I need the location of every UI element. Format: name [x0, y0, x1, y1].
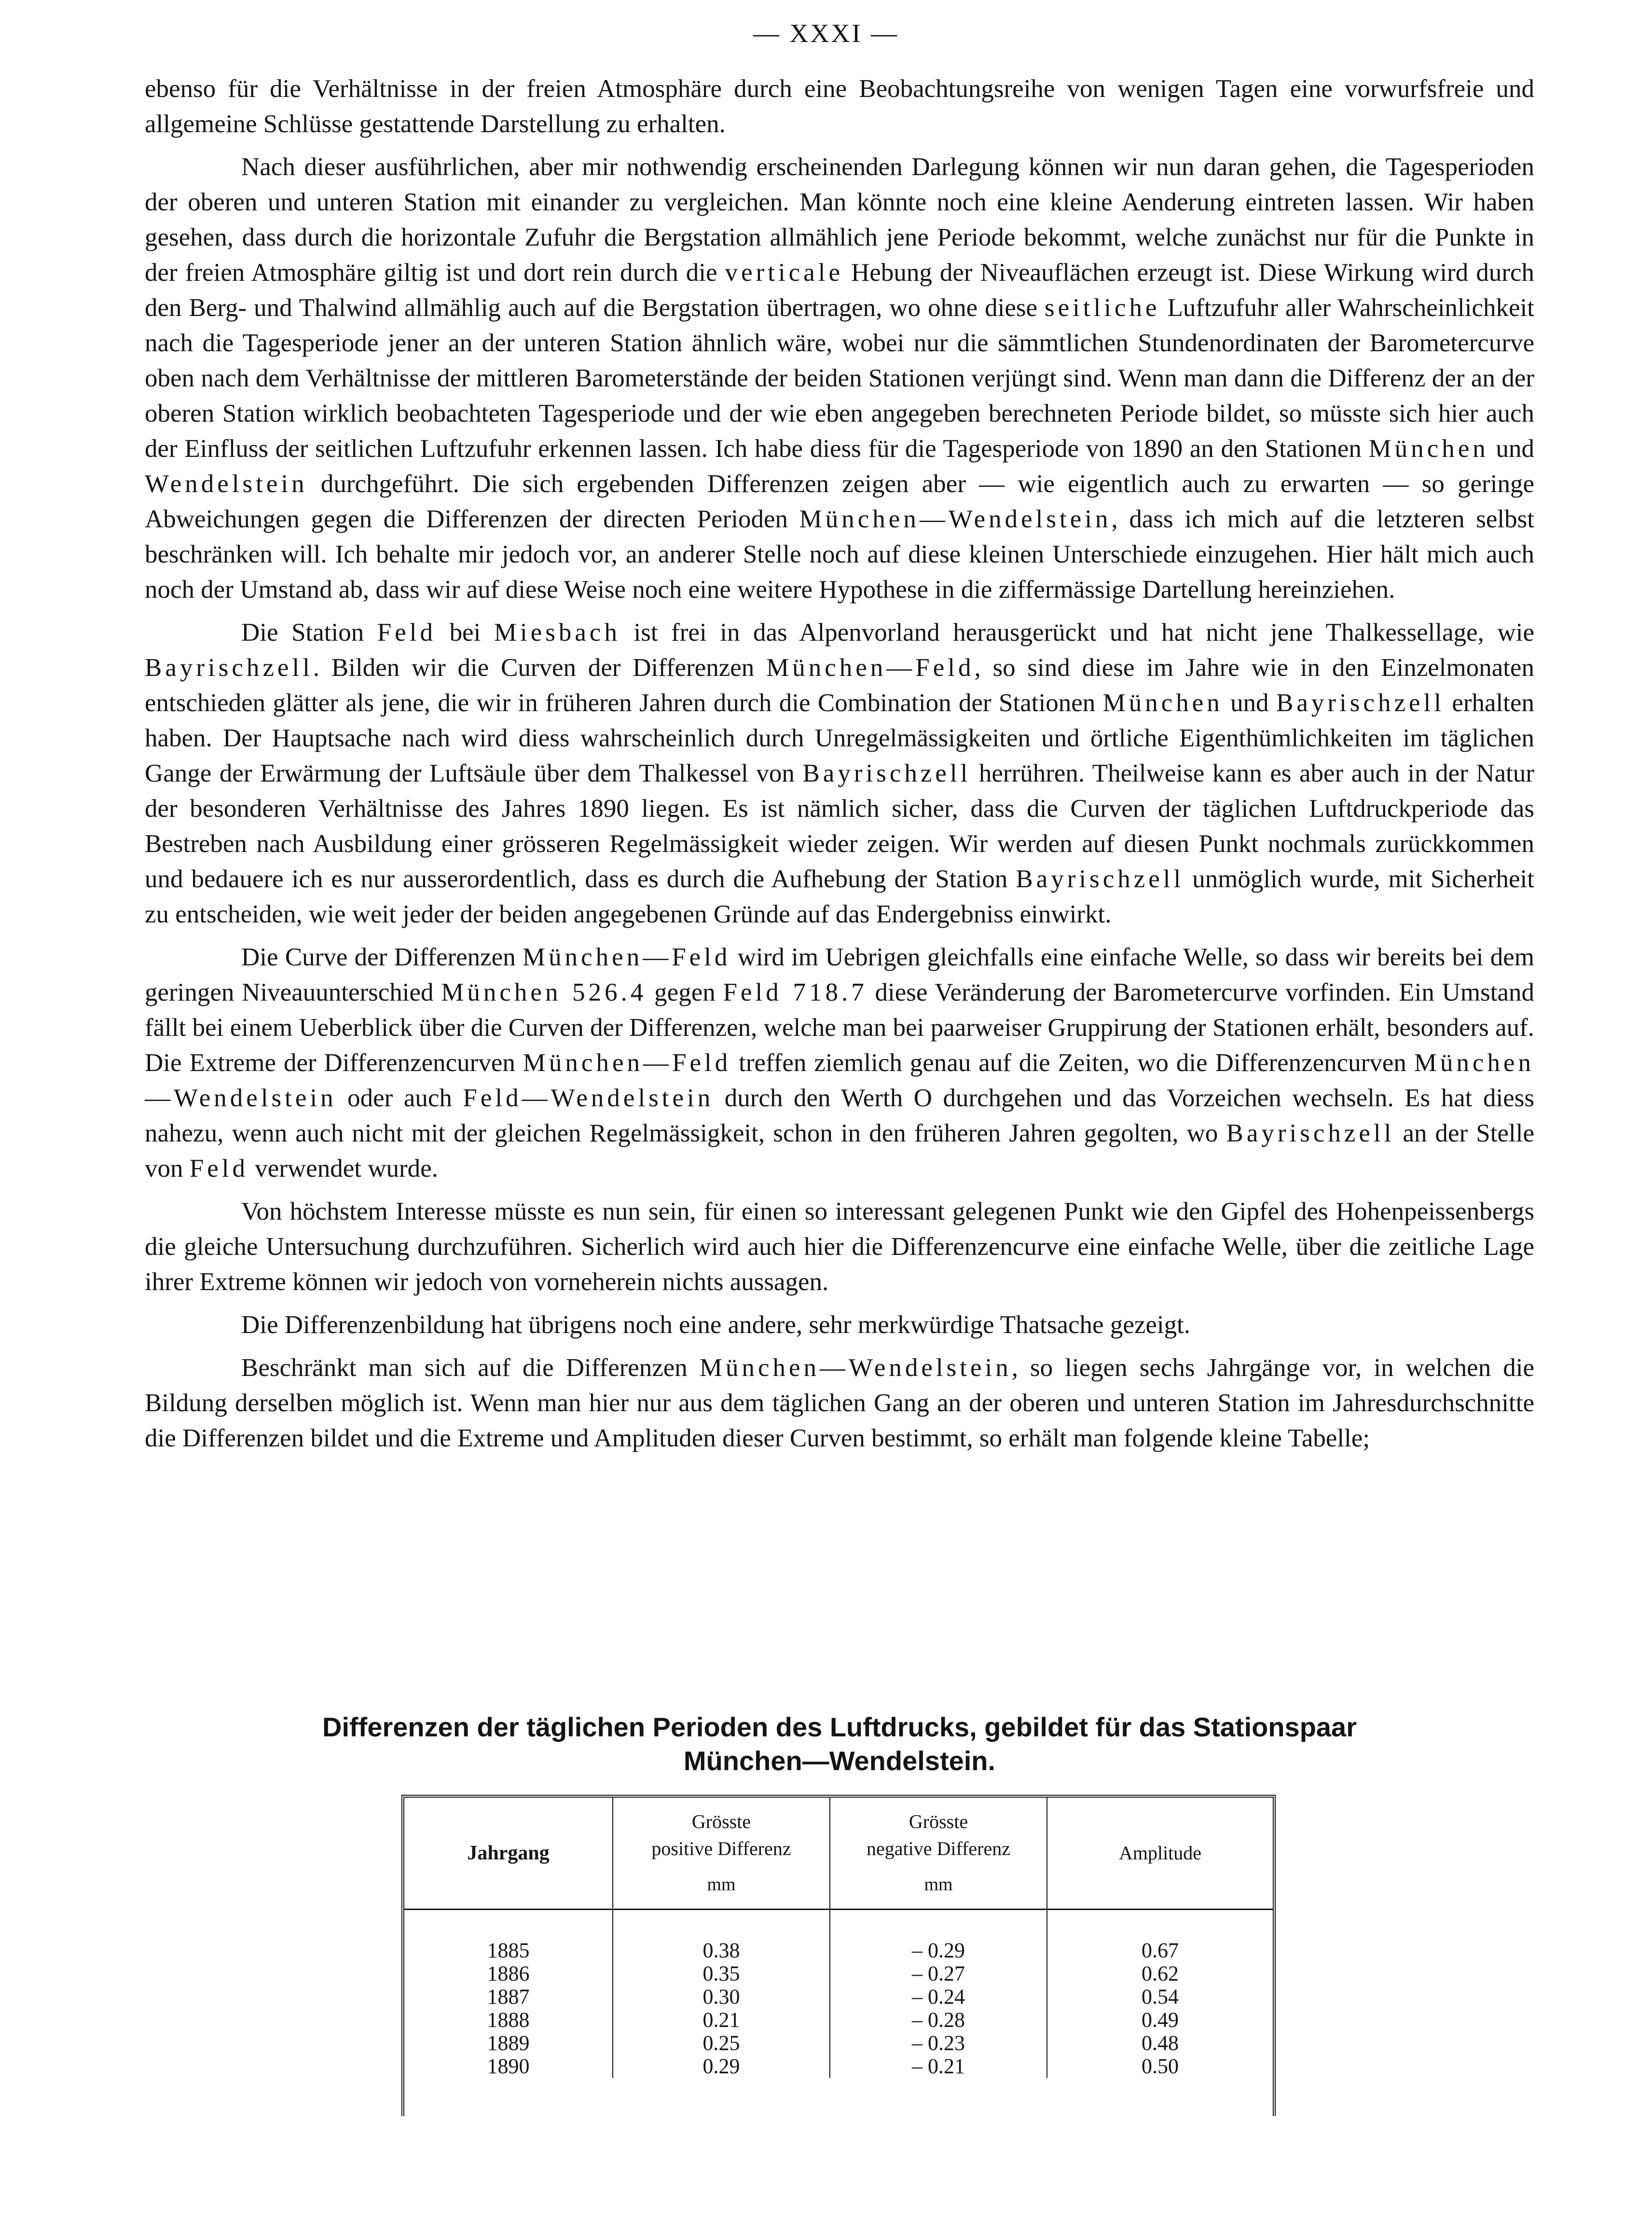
table-title-line-2: München—Wendelstein.: [683, 1746, 996, 1776]
emphasis-run: Miesbach: [494, 619, 620, 646]
cell-negative: – 0.28: [830, 2008, 1047, 2032]
emphasis-run: seitliche: [1044, 294, 1160, 322]
emphasis-run: Bayrischzell: [1276, 689, 1445, 717]
cell-positive: 0.35: [613, 1962, 830, 1985]
emphasis-run: München: [1102, 689, 1223, 717]
table-row: [404, 1939, 1273, 1962]
header-neg-unit: mm: [924, 1874, 953, 1895]
cell-positive: 0.30: [613, 1985, 830, 2008]
body-text: [145, 71, 1534, 1464]
cell-amplitude: 0.54: [1142, 1985, 1179, 2008]
text-run: Hebung der Niveauflächen erzeugt ist. Diese Wirkung wird durch den Berg- und Thalwind allmählig auch auf die Bergstation übertragen, wo ohne diese: [145, 259, 1534, 322]
data-table-frame: [401, 1795, 1276, 2116]
header-positive-difference: [613, 1798, 830, 1910]
emphasis-run: Bayrischzell: [1226, 1119, 1395, 1147]
text-run: durchgeführt. Die sich ergebenden Differenzen zeigen aber — wie eigentlich auch zu erwarten — so geringe Abweichungen gegen die Differenzen der directen Perioden: [145, 470, 1534, 533]
text-run: ist frei in das Alpenvorland herausgerückt und hat nicht jene Thalkessellage, wie: [620, 619, 1535, 646]
emphasis-run: München: [1368, 435, 1489, 463]
cell-positive: 0.29: [613, 2055, 830, 2078]
paragraph-7: [145, 1350, 1534, 1456]
spacer-cell: [830, 1910, 1047, 1939]
cell-positive: 0.25: [613, 2032, 830, 2055]
text-run: an der Stelle von: [145, 1119, 1534, 1183]
cell-negative: – 0.23: [830, 2032, 1047, 2055]
emphasis-run: München—Wendelstein: [145, 1049, 1534, 1112]
paragraph-4: [145, 940, 1534, 1186]
cell-year: 1890: [404, 2055, 613, 2078]
table-title: [145, 1710, 1534, 1778]
paragraph-3: [145, 615, 1534, 932]
text-run: durch den Werth O durchgehen und das Vorzeichen wechseln. Es hat diess nahezu, wenn auch nicht mit der gleichen Regelmässigkeit, schon in den früheren Jahren gegolten, wo: [145, 1084, 1534, 1147]
cell-amplitude: 0.67: [1142, 1939, 1179, 1962]
text-run: , dass ich mich auf die letzteren selbst beschränken will. Ich behalte mir jedoch vor, an anderer Stelle noch auf diese kleinen Unterschiede einzugehen. Hier hält mich auch noch der Umstand ab, dass wir auf diese Weise noch eine weitere Hypothese in die ziffermässige Dartellung hereinziehen.: [145, 505, 1534, 604]
header-negative-difference: [830, 1798, 1047, 1910]
text-run: oder auch: [336, 1084, 463, 1112]
cell-amplitude: 0.62: [1142, 1962, 1179, 1985]
text-run: , so sind diese im Jahre wie in den Einzelmonaten entschieden glätter als jene, die wir in früheren Jahren durch die Combination der Stationen: [145, 654, 1534, 717]
table-header-row: [404, 1798, 1273, 1910]
emphasis-run: München—Feld: [523, 1049, 731, 1077]
paragraph-5: Von höchstem Interesse müsste es nun sein, für einen so interessant gelegenen Punkt wie den Gipfel des Hohenpeissenbergs die gleiche Untersuchung durchzuführen. Sicherlich wird auch hier die Differenzencurve eine einfache Welle, über die zeitliche Lage ihrer Extreme können wir jedoch von vorneherein nichts aussagen.: [145, 1197, 1534, 1296]
text-run: treffen ziemlich genau auf die Zeiten, wo die Differenzencurven: [731, 1049, 1414, 1077]
text-run: Die Station: [241, 619, 377, 646]
spacer-cell: [1047, 1910, 1273, 1939]
emphasis-run: Bayrischzell: [1016, 865, 1184, 893]
table-row: [404, 2032, 1273, 2055]
cell-negative: – 0.24: [830, 1985, 1047, 2008]
table-spacer-row: [404, 1910, 1273, 1939]
text-run: und: [1488, 435, 1534, 463]
emphasis-run: Wendelstein: [145, 470, 308, 498]
text-run: und: [1223, 689, 1277, 717]
text-run: Die Curve der Differenzen: [241, 943, 523, 971]
page-number: — XXXI —: [753, 19, 899, 48]
emphasis-run: Feld: [189, 1155, 248, 1183]
cell-negative: – 0.27: [830, 1962, 1047, 1985]
cell-year: 1889: [404, 2032, 613, 2055]
emphasis-run: München—Wendelstein: [699, 1354, 1012, 1382]
data-table: [404, 1798, 1273, 2078]
text-run: bei: [436, 619, 494, 646]
text-run: Beschränkt man sich auf die Differenzen: [241, 1354, 700, 1382]
cell-amplitude: 0.49: [1142, 2008, 1179, 2032]
text-run: herrühren. Theilweise kann es aber auch in der Natur der besonderen Verhältnisse des Jahres 1890 liegen. Es ist nämlich sicher, dass die Curven der täglichen Luftdruckperiode das Bestreben nach Ausbildung einer grösseren Regelmässigkeit wieder zeigen. Wir werden auf diesen Punkt nochmals zurückkommen und bedauere ich es nur ausserordentlich, dass es durch die Aufhebung der Station: [145, 759, 1534, 893]
cell-year: 1886: [404, 1962, 613, 1985]
cell-year: 1885: [404, 1939, 613, 1962]
paragraph-1: ebenso für die Verhältnisse in der freien Atmosphäre durch eine Beobachtungsreihe von wenigen Tagen eine vorwurfsfreie und allgemeine Schlüsse gestattende Darstellung zu erhalten.: [145, 75, 1534, 138]
table-row: [404, 1985, 1273, 2008]
cell-amplitude: 0.48: [1142, 2031, 1179, 2055]
header-pos-line-2: positive Differenz: [651, 1838, 791, 1859]
header-pos-unit: mm: [707, 1874, 736, 1895]
emphasis-run: Feld 718.7: [723, 978, 867, 1006]
text-run: diese Veränderung der Barometercurve vorfinden. Ein Umstand fällt bei einem Ueberblick über die Curven der Differenzen, welche man bei paarweiser Gruppirung der Stationen erhält, besonders auf. Die Extreme der Differenzencurven: [145, 978, 1534, 1077]
spacer-cell: [404, 1910, 613, 1939]
text-run: erhalten haben. Der Hauptsache nach wird diess wahrscheinlich durch Unregelmässigkeiten und örtliche Eigenthümlichkeiten im täglichen Gange der Erwärmung der Luftsäule über dem Thalkessel von: [145, 689, 1535, 787]
emphasis-run: München—Feld: [523, 943, 731, 971]
cell-negative: – 0.29: [830, 1939, 1047, 1962]
table-title-line-1: Differenzen der täglichen Perioden des Luftdrucks, gebildet für das Stationspaar: [322, 1712, 1357, 1742]
table-row: [404, 2055, 1273, 2078]
paragraph-6: Die Differenzenbildung hat übrigens noch eine andere, sehr merkwürdige Thatsache gezeigt.: [241, 1311, 1191, 1339]
emphasis-run: verticale: [725, 259, 843, 287]
cell-year: 1888: [404, 2008, 613, 2032]
cell-amplitude: 0.50: [1142, 2054, 1179, 2078]
table-row: [404, 1962, 1273, 1985]
cell-negative: – 0.21: [830, 2055, 1047, 2078]
table-row: [404, 2008, 1273, 2032]
text-run: verwendet wurde.: [248, 1155, 438, 1183]
text-run: unmöglich wurde, mit Sicherheit zu entscheiden, wie weit jeder der beiden angegebenen Gründe auf das Endergebniss einwirkt.: [145, 865, 1534, 928]
spacer-cell: [613, 1910, 830, 1939]
cell-year: 1887: [404, 1985, 613, 2008]
text-run: . Bilden wir die Curven der Differenzen: [313, 654, 767, 682]
header-pos-line-1: Grösste: [691, 1811, 751, 1832]
text-run: wird im Uebrigen gleichfalls eine einfache Welle, so dass wir bereits bei dem geringen Niveauunterschied: [145, 943, 1534, 1006]
emphasis-run: Bayrischzell: [145, 654, 313, 682]
emphasis-run: Feld—Wendelstein: [463, 1084, 714, 1112]
paragraph-2: [145, 150, 1534, 607]
cell-positive: 0.21: [613, 2008, 830, 2032]
header-amplitude: Amplitude: [1047, 1798, 1273, 1910]
header-neg-line-2: negative Differenz: [867, 1838, 1010, 1859]
text-run: gegen: [647, 978, 723, 1006]
emphasis-run: München 526.4: [441, 978, 647, 1006]
text-run: Luftzufuhr aller Wahrscheinlichkeit nach die Tagesperiode jener an der unteren Station ähnlich wäre, wobei nur die sämmtlichen Stundenordinaten der Barometercurve oben nach dem Verhältnisse der mittleren Barometerstände der beiden Stationen verjüngt sind. Wenn man dann die Differenz der an der oberen Station wirklich beobachteten Tagesperiode und der wie eben angegeben berechneten Periode bildet, so müsste sich hier auch der Einfluss der seitlichen Luftzufuhr erkennen lassen. Ich habe diess für die Tagesperiode von 1890 an den Stationen: [145, 294, 1535, 463]
emphasis-run: Bayrischzell: [802, 759, 971, 787]
emphasis-run: München—Feld: [766, 654, 975, 682]
emphasis-run: München—Wendelstein: [799, 505, 1112, 533]
header-jahrgang: Jahrgang: [404, 1798, 613, 1910]
cell-positive: 0.38: [613, 1939, 830, 1962]
emphasis-run: Feld: [377, 619, 437, 646]
text-run: , so liegen sechs Jahrgänge vor, in welchen die Bildung derselben möglich ist. Wenn man hier nur aus dem täglichen Gang an der oberen und unteren Station im Jahresdurchschnitte die Differenzen bildet und die Extreme und Amplituden dieser Curven bestimmt, so erhält man folgende kleine Tabelle;: [145, 1354, 1534, 1452]
text-run: Nach dieser ausführlichen, aber mir nothwendig erscheinenden Darlegung können wir nun daran gehen, die Tagesperioden der oberen und unteren Station mit einander zu vergleichen. Man könnte noch eine kleine Aenderung eintreten lassen. Wir haben gesehen, dass durch die horizontale Zufuhr die Bergstation allmählich jene Periode bekommt, welche zunächst nur für die Punkte in der freien Atmosphäre giltig ist und dort rein durch die: [145, 153, 1534, 287]
header-neg-line-1: Grösste: [909, 1811, 968, 1832]
